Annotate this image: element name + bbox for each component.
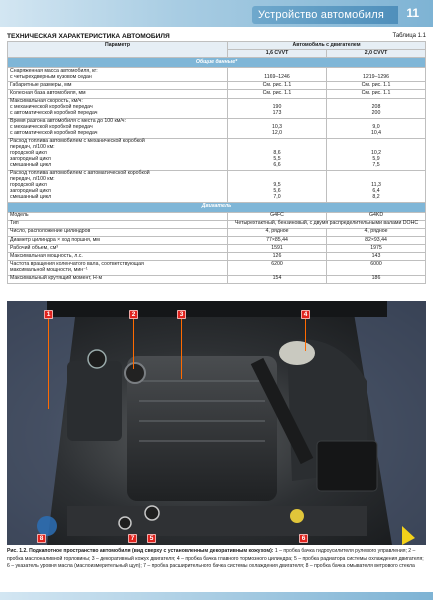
header-param: Параметр	[8, 42, 228, 58]
callout-7: 7	[128, 534, 137, 543]
coolant-reservoir-cap	[119, 517, 131, 529]
section-title: Устройство автомобиля	[252, 6, 398, 24]
value-cell-1-6: 10,3 12,0	[228, 118, 327, 138]
value-cell-1-6: G4FC	[228, 212, 327, 220]
value-cell-1-6: 8,6 5,5 6,6	[228, 138, 327, 170]
param-cell: Модель	[8, 212, 228, 220]
header-engine-1-6: 1,6 CVVT	[228, 50, 327, 58]
param-cell: Время разгона автомобиля с места до 100 км/ч: с механической коробкой передач с автоматической коробкой передач	[8, 118, 228, 138]
callout-2: 2	[129, 310, 138, 319]
table-header-row	[8, 42, 426, 50]
value-cell-2-0: См. рис. 1.1	[327, 82, 426, 90]
param-cell: Тип	[8, 220, 228, 228]
page-number: 11	[406, 6, 419, 20]
table-number: Таблица 1.1	[392, 33, 426, 39]
callout-8: 8	[37, 534, 46, 543]
param-cell: Расход топлива автомобилем с механической коробкой передач, л/100 км: городской цикл загородный цикл смешанный цикл	[8, 138, 228, 170]
callout-line-4	[305, 319, 306, 351]
figure-caption	[7, 548, 426, 571]
callout-3: 3	[177, 310, 186, 319]
callout-5: 5	[147, 534, 156, 543]
param-cell: Расход топлива автомобилем с автоматической коробкой передач, л/100 км: городской цикл загородный цикл смешанный цикл	[8, 170, 228, 202]
table-row	[8, 245, 426, 253]
dipstick-handle	[290, 509, 304, 523]
section-heading: Общие данные*	[8, 58, 426, 68]
value-cell-2-0: 10,2 5,9 7,5	[327, 138, 426, 170]
callout-line-2	[133, 319, 134, 369]
value-cell-1-6: 77×85,44	[228, 236, 327, 244]
value-cell-2-0: 208 200	[327, 98, 426, 118]
param-cell: Максимальная скорость, км/ч: с механической коробкой передач с автоматической коробкой передач	[8, 98, 228, 118]
value-cell-1-6: См. рис. 1.1	[228, 90, 327, 98]
value-cell-2-0: 82×93,44	[327, 236, 426, 244]
table-row	[8, 68, 426, 82]
caption-label: Рис. 1.2. Подкапотное пространство автомобиля (вид сверху с установленным декоративным кожухом):	[7, 548, 274, 554]
callout-1: 1	[44, 310, 53, 319]
document-title: ТЕХНИЧЕСКАЯ ХАРАКТЕРИСТИКА АВТОМОБИЛЯ	[7, 33, 170, 40]
value-cell-1-6: 190 173	[228, 98, 327, 118]
param-cell: Максимальный крутящий момент, Н·м	[8, 275, 228, 283]
value-cell-1-6: 4, рядное	[228, 228, 327, 236]
value-cell-2-0: 9,0 10,4	[327, 118, 426, 138]
param-cell: Максимальная мощность, л.с.	[8, 253, 228, 261]
param-cell: Число, расположение цилиндров	[8, 228, 228, 236]
value-cell-both: Четырехтактный, бензиновый, с двумя распределительными валами DOHC	[228, 220, 426, 228]
table-row	[8, 236, 426, 244]
engine-bay-illustration	[7, 301, 426, 545]
callout-4: 4	[301, 310, 310, 319]
engine-cover	[127, 356, 277, 501]
table-row	[8, 170, 426, 202]
engine-bay-photo	[7, 301, 426, 545]
header-engine-2-0: 2,0 CVVT	[327, 50, 426, 58]
caption-text: 1 – пробка бачка гидроусилителя рулевого управления; 2 – пробка маслоналивной горловины; 3 – декоративный кожух двигателя; 4 – пробка бачка главного тормозного цилиндра; 5 – пробка радиатора системы охлаждения двигателя; 6 – указатель уровня масла (маслоизмерительный щуп); 7 – пробка расширительного бачка системы охлаждения двигателя; 8 – пробка бачка омывателя ветрового стекла	[7, 548, 424, 570]
value-cell-1-6: 6200	[228, 261, 327, 275]
value-cell-2-0: G4KD	[327, 212, 426, 220]
page-footer-band	[0, 592, 433, 600]
battery	[317, 441, 377, 491]
washer-reservoir	[37, 516, 57, 536]
radiator-support	[67, 506, 367, 536]
value-cell-2-0: 4, рядное	[327, 228, 426, 236]
section-heading: Двигатель	[8, 202, 426, 212]
specifications-table	[7, 41, 426, 284]
table-row	[8, 98, 426, 118]
table-row	[8, 138, 426, 170]
value-cell-1-6: См. рис. 1.1	[228, 82, 327, 90]
value-cell-2-0: 1975	[327, 245, 426, 253]
table-row	[8, 253, 426, 261]
table-row	[8, 212, 426, 220]
table-section-row	[8, 202, 426, 212]
param-cell: Снаряженная масса автомобиля, кг: с четырехдверным кузовом седан	[8, 68, 228, 82]
value-cell-2-0: См. рис. 1.1	[327, 90, 426, 98]
value-cell-2-0: 1219–1296	[327, 68, 426, 82]
value-cell-2-0: 11,3 6,4 8,2	[327, 170, 426, 202]
left-fender	[7, 301, 77, 545]
cowl-panel	[47, 301, 387, 317]
header-vehicle-group: Автомобиль с двигателем	[228, 42, 426, 50]
value-cell-1-6: 126	[228, 253, 327, 261]
oil-filler-cap	[125, 363, 145, 383]
value-cell-2-0: 143	[327, 253, 426, 261]
param-cell: Габаритные размеры, мм	[8, 82, 228, 90]
param-cell: Частота вращения коленчатого вала, соответствующая максимальной мощности, мин⁻¹	[8, 261, 228, 275]
table-row	[8, 275, 426, 283]
table-row	[8, 118, 426, 138]
value-cell-1-6: 1169–1246	[228, 68, 327, 82]
value-cell-1-6: 9,5 5,6 7,0	[228, 170, 327, 202]
param-cell: Колесная база автомобиля, мм	[8, 90, 228, 98]
table-row	[8, 261, 426, 275]
table-row	[8, 90, 426, 98]
table-row	[8, 228, 426, 236]
brake-fluid-reservoir	[279, 341, 315, 365]
radiator-cap	[145, 506, 159, 520]
table-section-row	[8, 58, 426, 68]
callout-line-1	[48, 319, 49, 409]
param-cell: Рабочий объем, см³	[8, 245, 228, 253]
left-components	[67, 361, 122, 441]
callout-6: 6	[299, 534, 308, 543]
table-row	[8, 220, 426, 228]
table-row	[8, 82, 426, 90]
param-cell: Диаметр цилиндра × ход поршня, мм	[8, 236, 228, 244]
value-cell-2-0: 6000	[327, 261, 426, 275]
value-cell-1-6: 1591	[228, 245, 327, 253]
callout-line-3	[181, 319, 182, 379]
value-cell-1-6: 154	[228, 275, 327, 283]
power-steering-cap	[88, 350, 106, 368]
value-cell-2-0: 186	[327, 275, 426, 283]
